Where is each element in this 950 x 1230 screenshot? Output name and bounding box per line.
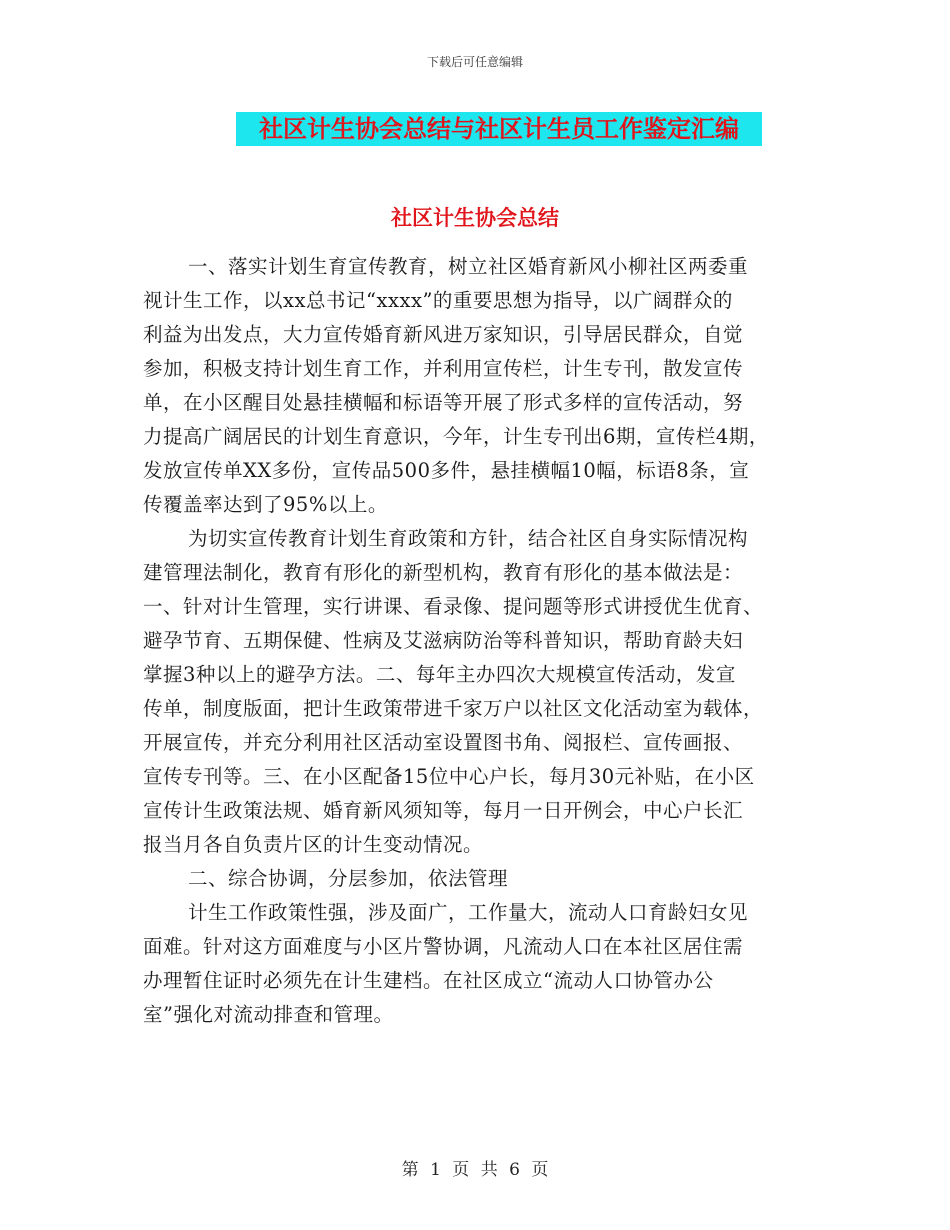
section-title: 社区计生协会总结: [391, 205, 559, 230]
body-line: 建管理法制化，教育有形化的新型机构，教育有形化的基本做法是：: [143, 561, 744, 584]
body-line: 计生工作政策性强，涉及面广，工作量大，流动人口育龄妇女见: [188, 901, 749, 924]
body-line: 参加，积极支持计划生育工作，并利用宣传栏，计生专刊，散发宣传: [143, 357, 744, 380]
body-line: 宣传计生政策法规、婚育新风须知等，每月一日开例会，中心户长汇: [143, 799, 744, 822]
document-title: 社区计生协会总结与社区计生员工作鉴定汇编: [236, 112, 762, 146]
body-line: 传覆盖率达到了95%以上。: [143, 493, 388, 516]
body-line: 发放宣传单XX多份，宣传品500多件，悬挂横幅10幅，标语8条，宣: [143, 459, 750, 482]
body-line: 一、落实计划生育宣传教育，树立社区婚育新风小柳社区两委重: [188, 255, 749, 278]
body-line: 开展宣传，并充分利用社区活动室设置图书角、阅报栏、宣传画报、: [143, 731, 744, 754]
body-line: 一、针对计生管理，实行讲课、看录像、提问题等形式讲授优生优育、: [143, 595, 764, 618]
header-note: 下载后可任意编辑: [426, 55, 523, 69]
body-line: 利益为出发点，大力宣传婚育新风进万家知识，引导居民群众，自觉: [143, 323, 744, 346]
body-line: 二、综合协调，分层参加，依法管理: [188, 867, 509, 890]
body-line: 掌握3种以上的避孕方法。二、每年主办四次大规模宣传活动，发宣: [143, 663, 736, 686]
page-footer: 第 1 页 共 6 页: [401, 1160, 549, 1180]
body-line: 面难。针对这方面难度与小区片警协调，凡流动人口在本社区居住需: [143, 935, 744, 958]
body-line: 传单，制度版面，把计生政策带进千家万户以社区文化活动室为载体，: [143, 697, 764, 720]
body-line: 室”强化对流动排查和管理。: [143, 1003, 394, 1026]
body-line: 报当月各自负责片区的计生变动情况。: [143, 833, 484, 856]
body-line: 避孕节育、五期保健、性病及艾滋病防治等科普知识，帮助育龄夫妇: [143, 629, 744, 652]
body-line: 力提高广阔居民的计划生育意识，今年，计生专刊出6期，宣传栏4期，: [143, 425, 769, 448]
body-line: 为切实宣传教育计划生育政策和方针，结合社区自身实际情况构: [188, 527, 749, 550]
body-line: 视计生工作，以xx总书记“xxxx”的重要思想为指导，以广阔群众的: [143, 289, 733, 312]
body-line: 宣传专刊等。三、在小区配备15位中心户长，每月30元补贴，在小区: [143, 765, 755, 788]
body-line: 单，在小区醒目处悬挂横幅和标语等开展了形式多样的宣传活动，努: [143, 391, 744, 414]
body-line: 办理暂住证时必须先在计生建档。在社区成立“流动人口协管办公: [143, 969, 714, 992]
